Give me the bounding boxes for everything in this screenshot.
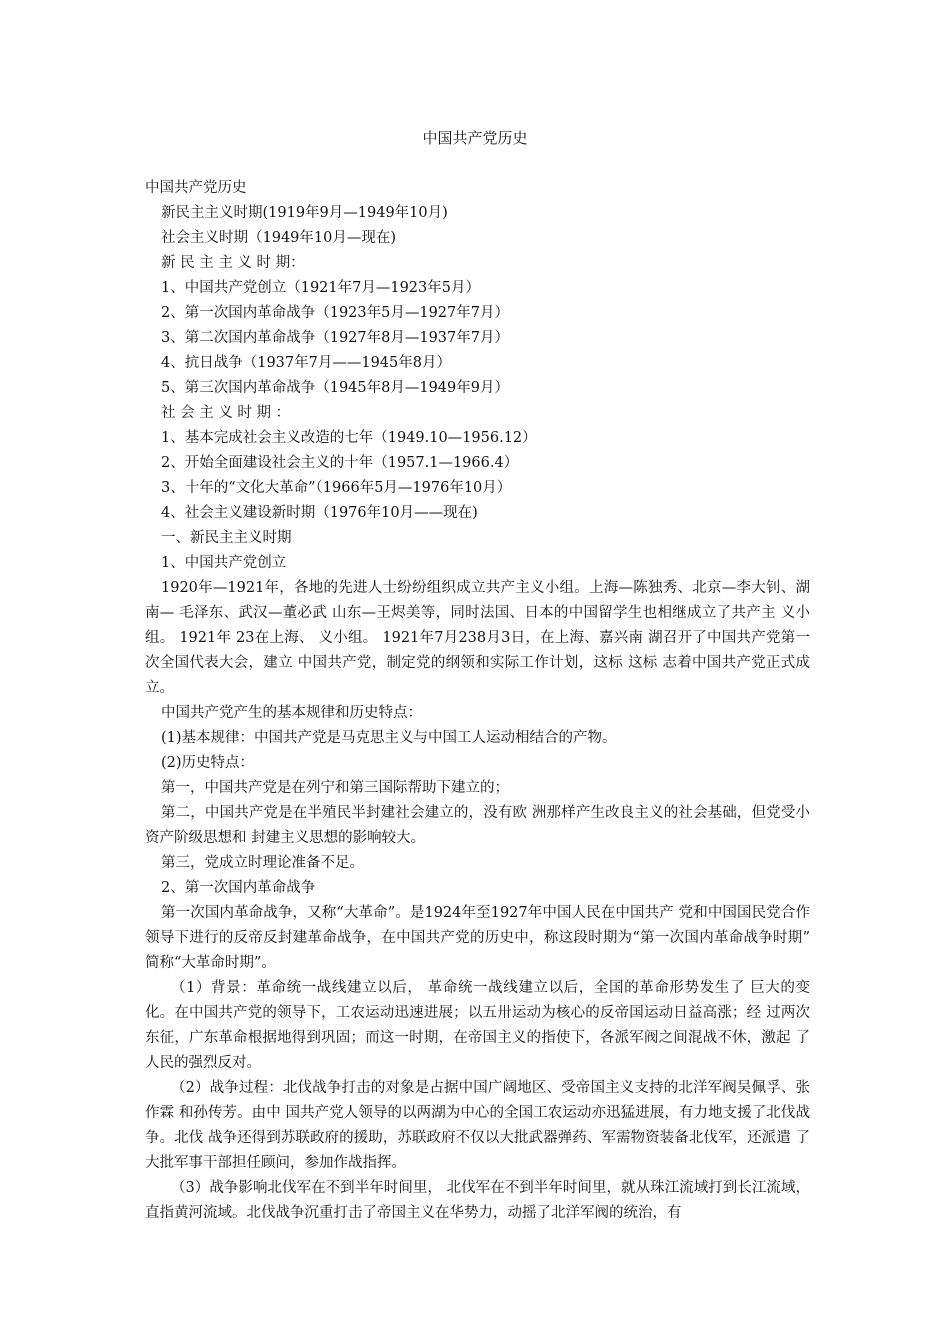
document-title: 中国共产党历史 [422,129,528,147]
law-features-heading: (2)历史特点： [161,755,255,771]
heading: 中国共产党历史 [145,180,247,196]
list-item: 3、十年的“文化大革命”（1966年5月—1976年10月） [161,480,512,496]
document-body [145,176,810,1226]
laws-heading: 中国共产党产生的基本规律和历史特点： [161,705,422,721]
period-socialist: 社会主义时期（1949年10月—现在) [161,230,397,246]
subsection-heading: 1、中国共产党创立 [161,555,287,571]
paragraph-impact: （3）战争影响北伐军在不到半年时间里， 北伐军在不到半年时间里，就从珠江流域打到长江流域，直指黄河流域。北伐战争沉重打击了帝国主义在华势力，动摇了北洋军阀的统治，有 [145,1180,810,1221]
feature-item: 第三，党成立时理论准备不足。 [161,855,364,871]
list-item: 3、第二次国内革命战争（1927年8月—1937年7月） [161,330,509,346]
paragraph-war-intro: 第一次国内革命战争，又称“大革命”。是1924年至1927年中国人民在中国共产 党和中国国民党合作领导下进行的反帝反封建革命战争，在中国共产党的历史中，称这段时期为“第一次国内革命战争时期” 简称“大革命时期”。 [145,905,810,971]
feature-item: 第二，中国共产党是在半殖民半封建社会建立的，没有欧 洲那样产生改良主义的社会基础，但党受小资产阶级思想和 封建主义思想的影响较大。 [145,805,810,846]
list-item: 1、中国共产党创立（1921年7月—1923年5月） [161,280,480,296]
list-item: 4、抗日战争（1937年7月——1945年8月） [161,355,451,371]
socialist-heading: 社 会 主 义 时 期 ： [161,405,291,421]
period-new-democratic: 新民主主义时期(1919年9月—1949年10月) [161,205,448,221]
section-heading: 一、新民主主义时期 [161,530,292,546]
paragraph-process: （2）战争过程：北伐战争打击的对象是占据中国广阔地区、受帝国主义支持的北洋军阀吴佩孚、张作霖 和孙传芳。由中 国共产党人领导的以两湖为中心的全国工农运动亦迅猛进展，有力地支援了北伐战争。北伐 战争还得到苏联政府的援助，苏联政府不仅以大批武器弹药、军需物资装备北伐军，还派遣 了大批军事干部担任顾问，参加作战指挥。 [145,1080,810,1171]
list-item: 2、第一次国内革命战争（1923年5月—1927年7月） [161,305,509,321]
list-item: 5、第三次国内革命战争（1945年8月—1949年9月） [161,380,509,396]
paragraph-founding: 1920年—1921年，各地的先进人士纷纷组织成立共产主义小组。上海—陈独秀、北京—李大钊、湖南— 毛泽东、武汉—董必武 山东—王烬美等，同时法国、日本的中国留学生也相继成立了共产主 义小组。 1921年 23在上海、 义小组。 1921年7月238月3日，在上海、嘉兴南 湖召开了中国共产党第一次全国代表大会，建立 中国共产党，制定党的纲领和实际工作计划，这标 这标 志着中国共产党正式成立。 [145,580,810,696]
subsection-heading: 2、第一次国内革命战争 [161,880,316,896]
feature-item: 第一，中国共产党是在列宁和第三国际帮助下建立的； [161,780,509,796]
list-item: 4、社会主义建设新时期（1976年10月——现在) [161,505,478,521]
paragraph-background: （1）背景：革命统一战线建立以后， 革命统一战线建立以后，全国的革命形势发生了 巨大的变化。在中国共产党的领导下，工农运动迅速进展；以五卅运动为核心的反帝国运动日益高涨；经 过两次东征，广东革命根据地得到巩固；而这一时期，在帝国主义的指使下，各派军阀之间混战不休，激起 了人民的强烈反对。 [145,980,810,1071]
new-democratic-heading: 新 民 主 主 义 时 期： [161,255,305,271]
law-basic: (1)基本规律：中国共产党是马克思主义与中国工人运动相结合的产物。 [161,730,617,746]
list-item: 2、开始全面建设社会主义的十年（1957.1—1966.4） [161,455,519,471]
list-item: 1、基本完成社会主义改造的七年（1949.10—1956.12） [161,430,537,446]
